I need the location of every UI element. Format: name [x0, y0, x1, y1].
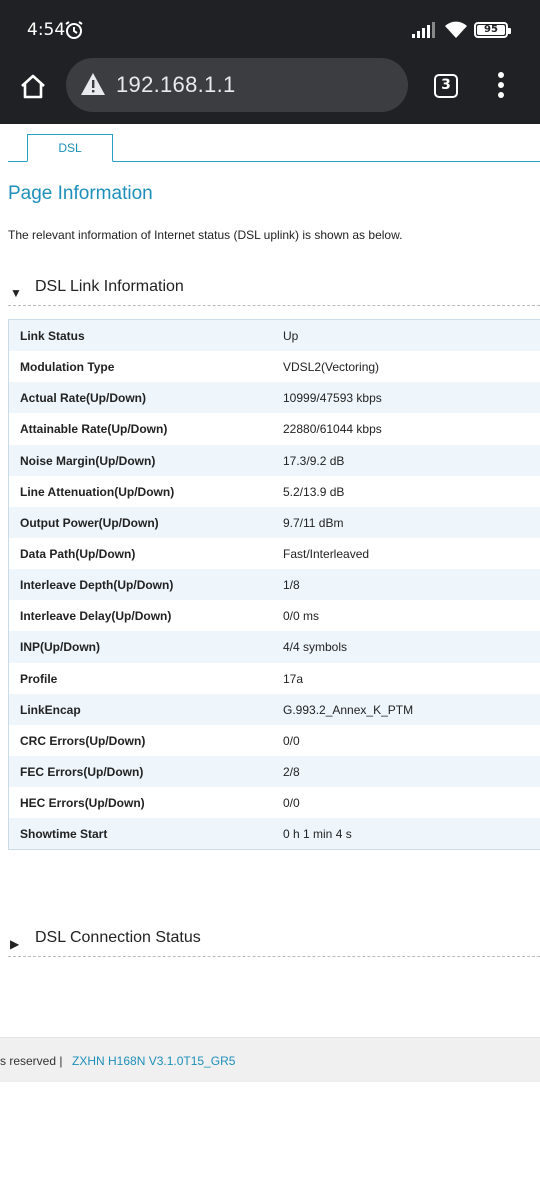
table-row	[9, 538, 540, 569]
home-icon[interactable]	[18, 72, 48, 107]
battery-icon	[474, 22, 508, 38]
wifi-icon	[444, 20, 468, 45]
row-value: 5.2/13.9 dB	[283, 484, 345, 499]
row-value: 0/0	[283, 796, 300, 811]
row-value: 0/0 ms	[283, 609, 320, 624]
row-key: FEC Errors(Up/Down)	[20, 764, 144, 779]
row-key: INP(Up/Down)	[20, 640, 100, 655]
page-content	[0, 124, 540, 1200]
row-key: HEC Errors(Up/Down)	[20, 796, 145, 811]
section-dsl-link-information[interactable]	[8, 276, 540, 306]
row-key: Output Power(Up/Down)	[20, 515, 159, 530]
table-row	[9, 631, 540, 662]
row-key: Profile	[20, 671, 58, 686]
row-key: Modulation Type	[20, 360, 115, 375]
warning-icon[interactable]	[80, 72, 106, 101]
table-row	[9, 507, 540, 538]
table-row	[9, 351, 540, 382]
row-key: LinkEncap	[20, 702, 81, 717]
table-row	[9, 600, 540, 631]
row-value: 22880/61044 kbps	[283, 422, 382, 437]
table-row	[9, 382, 540, 413]
collapsed-arrow-icon[interactable]: ▶	[10, 937, 20, 951]
table-row	[9, 756, 540, 787]
url-text[interactable]: 192.168.1.1	[116, 72, 236, 97]
row-value: 17.3/9.2 dB	[283, 453, 345, 468]
row-value: 17a	[283, 671, 304, 686]
footer-version-link[interactable]: ZXHN H168N V3.1.0T15_GR5	[72, 1054, 236, 1068]
table-row	[9, 663, 540, 694]
table-row	[9, 476, 540, 507]
row-value: 0 h 1 min 4 s	[283, 827, 352, 842]
section-title[interactable]: DSL Link Information	[35, 278, 184, 295]
url-bar[interactable]	[66, 58, 408, 112]
table-row	[9, 725, 540, 756]
section-title[interactable]: DSL Connection Status	[35, 929, 201, 946]
row-key: Interleave Depth(Up/Down)	[20, 578, 174, 593]
table-row	[9, 818, 540, 849]
table-row	[9, 413, 540, 444]
tab-dsl[interactable]: DSL	[27, 134, 113, 162]
signal-icon	[412, 22, 438, 43]
row-value: G.993.2_Annex_K_PTM	[283, 702, 414, 717]
table-row	[9, 569, 540, 600]
row-value: VDSL2(Vectoring)	[283, 360, 380, 375]
status-bar	[0, 0, 540, 60]
row-value: 9.7/11 dBm	[283, 515, 344, 530]
battery-level: 95	[477, 25, 505, 35]
dsl-link-table	[8, 319, 540, 850]
browser-toolbar	[0, 60, 540, 124]
row-key: Attainable Rate(Up/Down)	[20, 422, 168, 437]
tab-switcher-button[interactable]: 3	[434, 74, 458, 98]
page-title: Page Information	[8, 183, 153, 204]
row-key: Link Status	[20, 329, 85, 343]
row-value: Fast/Interleaved	[283, 546, 370, 561]
row-key: Interleave Delay(Up/Down)	[20, 609, 172, 624]
row-value: 0/0	[283, 733, 300, 748]
row-key: Noise Margin(Up/Down)	[20, 453, 156, 468]
row-value: 2/8	[283, 764, 300, 779]
status-time: 4:54	[27, 20, 66, 40]
page-description: The relevant information of Internet status (DSL uplink) is shown as below.	[8, 228, 403, 242]
alarm-icon	[64, 20, 84, 45]
row-key: Actual Rate(Up/Down)	[20, 391, 146, 406]
row-value: 4/4 symbols	[283, 640, 348, 655]
table-row	[9, 694, 540, 725]
table-row	[9, 445, 540, 476]
table-row	[9, 320, 540, 351]
expanded-arrow-icon[interactable]: ▼	[10, 286, 22, 300]
row-key: Showtime Start	[20, 827, 108, 842]
row-key: CRC Errors(Up/Down)	[20, 733, 146, 748]
row-key: Line Attenuation(Up/Down)	[20, 484, 175, 499]
table-row	[9, 787, 540, 818]
overflow-menu-icon[interactable]	[497, 72, 505, 103]
footer	[0, 1037, 540, 1082]
row-key: Data Path(Up/Down)	[20, 546, 136, 561]
section-dsl-connection-status[interactable]	[8, 927, 540, 957]
row-value: 1/8	[283, 578, 300, 593]
row-value: 10999/47593 kbps	[283, 391, 382, 406]
row-value: Up	[283, 329, 299, 343]
footer-rights-text: s reserved |	[0, 1054, 63, 1068]
